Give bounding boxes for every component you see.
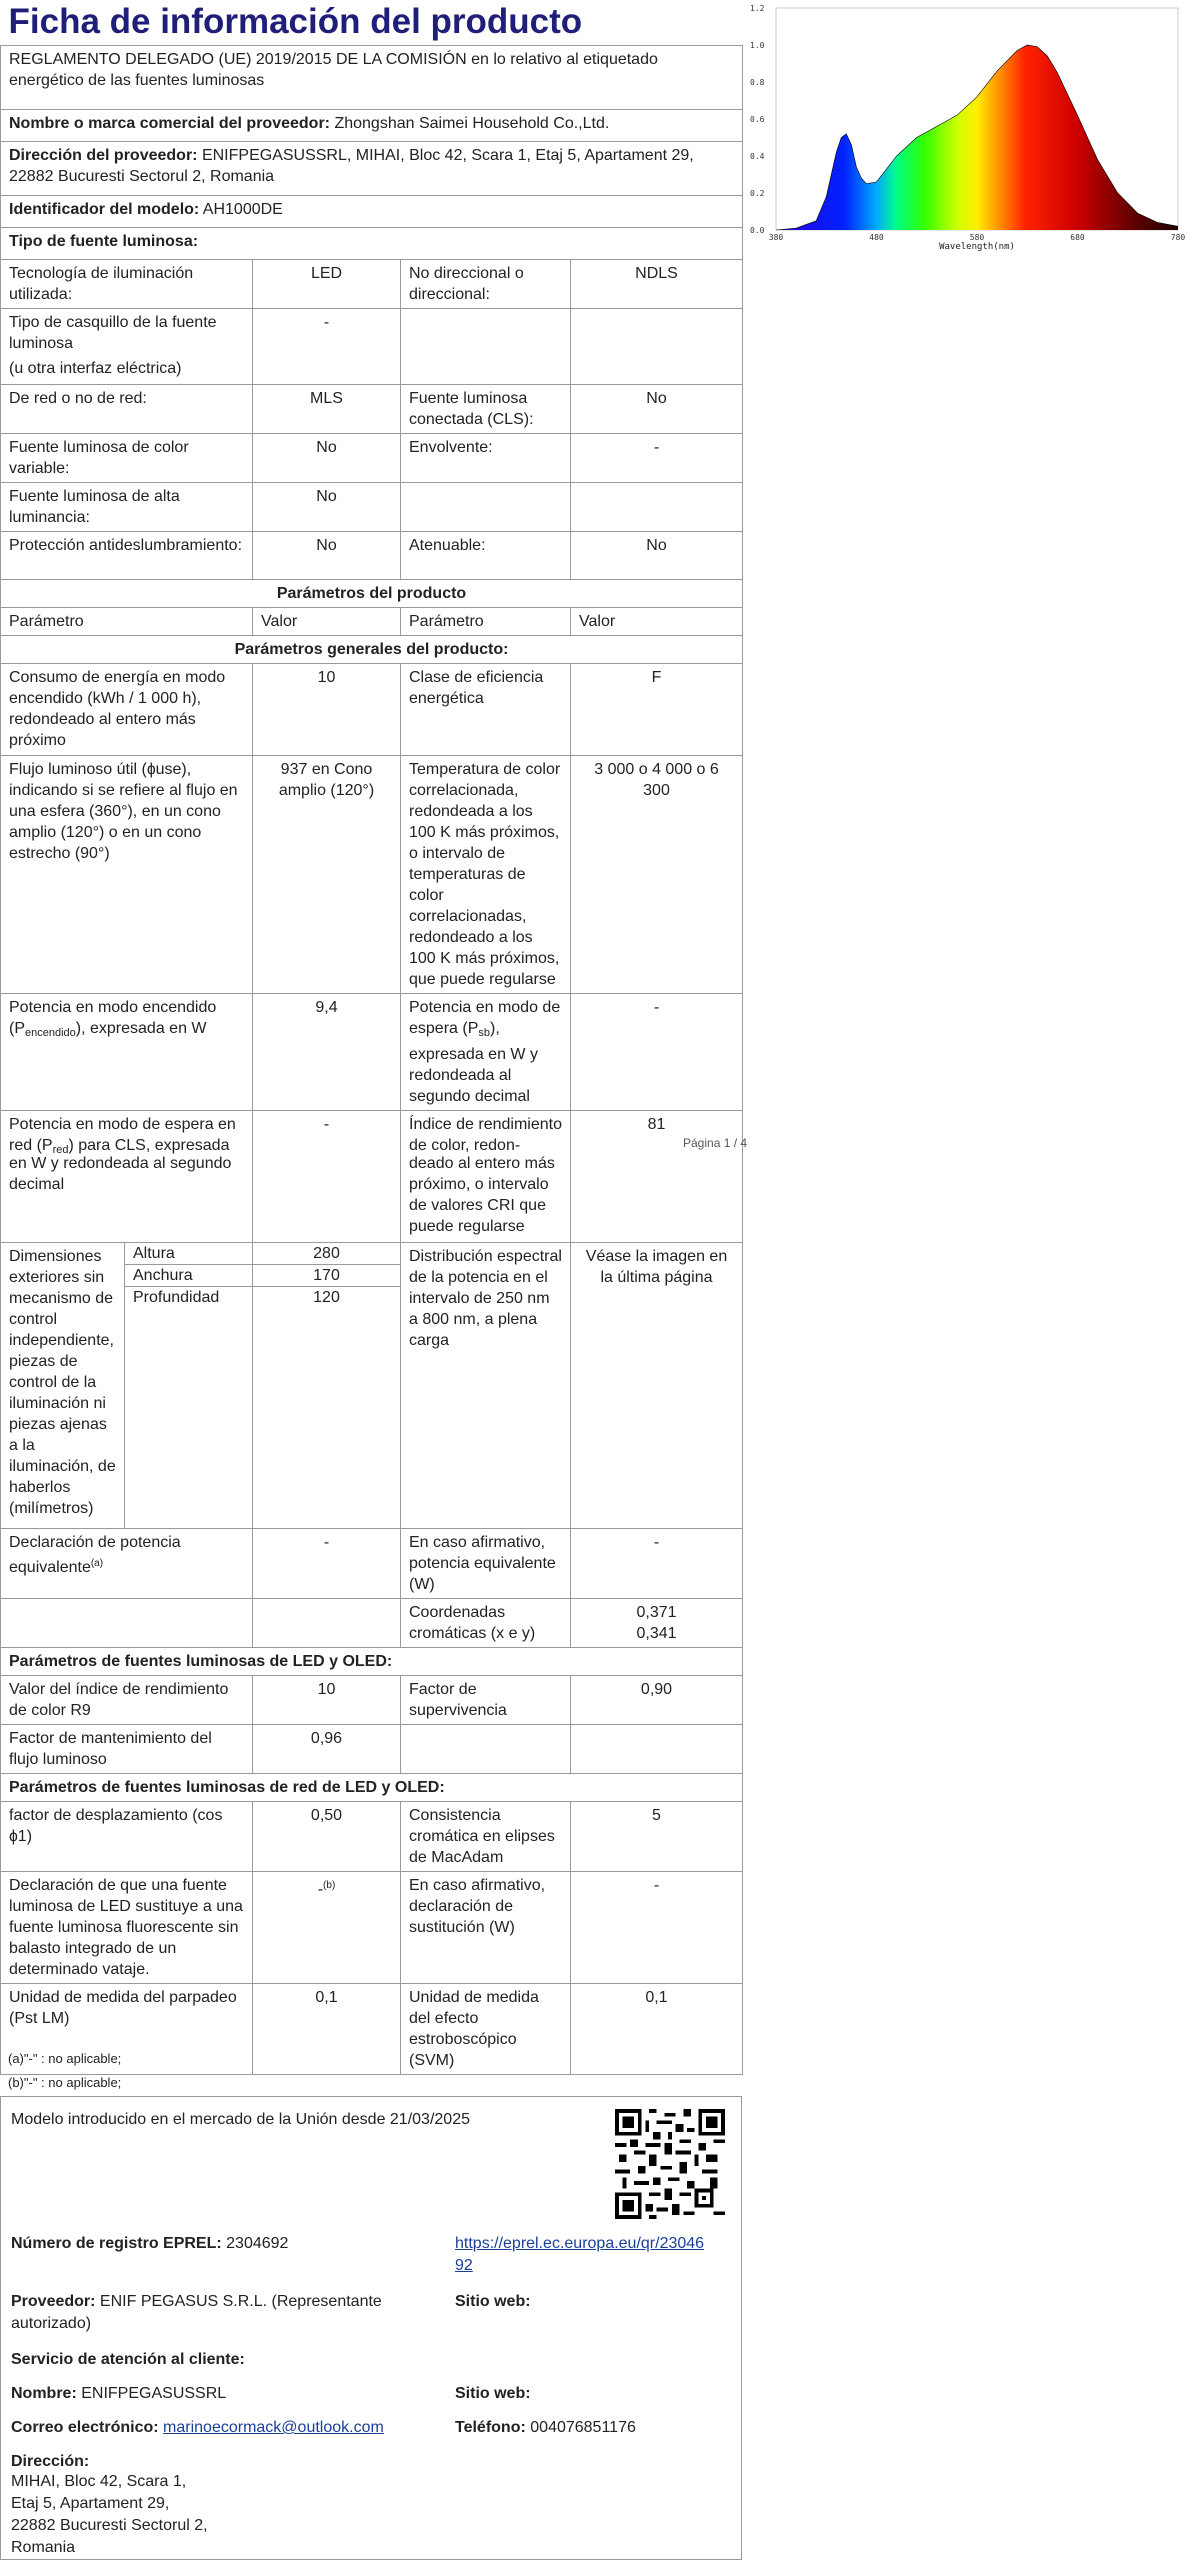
- anti-glare-value: No: [253, 532, 401, 580]
- cap-type-label: [1, 309, 253, 385]
- replacement-claim-value: [253, 1871, 401, 1983]
- address-line: Etaj 5, Apartament 29,: [11, 2495, 170, 2512]
- table-row: [1, 1150, 743, 1242]
- email-label: Correo electrónico:: [11, 2419, 159, 2436]
- equivalent-power-watts-label: En caso afirmativo, potencia equivalente (W): [401, 1528, 571, 1598]
- width-value: 170: [253, 1264, 401, 1286]
- product-sheet-page-1: [0, 0, 742, 1164]
- chromaticity-x: 0,371: [636, 1603, 677, 1621]
- standby-label: [401, 994, 571, 1111]
- cls-value: No: [571, 385, 743, 434]
- height-value: 280: [253, 1242, 401, 1264]
- table-header-row: [1, 608, 743, 636]
- footnote-b: (b)"-" : no aplicable;: [8, 2075, 122, 2090]
- col-header-value: Valor: [253, 608, 401, 636]
- efficiency-class-label: Clase de eficiencia energética: [401, 664, 571, 756]
- name-value: ENIFPEGASUSSRL: [81, 2385, 227, 2402]
- table-row: [1, 385, 743, 434]
- height-label: Altura: [125, 1242, 253, 1264]
- table-row: [1, 1528, 743, 1598]
- x-tick-label: 380: [768, 233, 784, 242]
- table-row: [1, 1598, 743, 1647]
- col-header-parameter-2: Parámetro: [401, 608, 571, 636]
- address-lines: [11, 2471, 208, 2559]
- name-label: Nombre:: [11, 2385, 77, 2402]
- eprel-value: 2304692: [226, 2235, 289, 2252]
- dimensions-label: Dimensiones exteriores sin mecanismo de control independiente, piezas de control de la iluminación ni piezas ajenas a la iluminación, de haberlos (milímetros): [1, 1242, 125, 1528]
- supplier-value: Zhongshan Saimei Household Co.,Ltd.: [334, 115, 610, 132]
- x-tick-label: 780: [1170, 233, 1186, 242]
- spectrum-area: [776, 45, 1178, 230]
- net-standby-label-post: ) para CLS, expresada: [68, 1137, 230, 1154]
- envelope-value: -: [571, 434, 743, 483]
- replacement-watts-value: -: [571, 1871, 743, 1983]
- website-label: Sitio web:: [455, 2293, 531, 2310]
- page-title: Ficha de información del producto: [8, 2, 583, 41]
- anti-glare-label: Protección antideslumbramiento:: [1, 532, 253, 580]
- flicker-value: 0,1: [253, 1983, 401, 2074]
- cap-type-label-line1: Tipo de casquillo de la fuente luminosa: [9, 314, 217, 352]
- efficiency-class-value: F: [571, 664, 743, 756]
- provider-value: ENIF PEGASUS S.R.L. (Representante autorizado): [11, 2293, 382, 2332]
- equivalent-power-label-text: Declaración de potencia equivalente: [9, 1533, 181, 1576]
- mains-value: MLS: [253, 385, 401, 434]
- color-consistency-value: 5: [571, 1801, 743, 1871]
- phone-value: 004076851176: [530, 2419, 636, 2436]
- replacement-claim-label: Declaración de que una fuente luminosa de LED sustituye a una fuente luminosa fluorescente sin balasto integrado de un determinado vataje.: [1, 1871, 253, 1983]
- address-label-footer: Dirección:: [11, 2453, 90, 2470]
- cri-label: Índice de rendimiento de color, redon-: [401, 1111, 571, 1165]
- cri-label-cont: deado al entero más próximo, o intervalo de valores CRI que puede regularse: [401, 1150, 571, 1242]
- address-line: MIHAI, Bloc 42, Scara 1,: [11, 2473, 187, 2490]
- displacement-factor-label: factor de desplazamiento (cos ɸ1): [1, 1801, 253, 1871]
- table-row: [1, 1871, 743, 1983]
- footnote-ref-a: (a): [90, 1557, 104, 1569]
- high-luminance-label: Fuente luminosa de alta luminancia:: [1, 483, 253, 532]
- net-standby-label-cont: en W y redondeada al segundo decimal: [1, 1150, 253, 1242]
- x-tick-label: 680: [1070, 233, 1085, 242]
- table-row: [1, 532, 743, 580]
- technology-label: Tecnología de iluminación utilizada:: [1, 260, 253, 309]
- energy-consumption-value: 10: [253, 664, 401, 756]
- eprel-label: Número de registro EPREL:: [11, 2235, 222, 2252]
- qr-code-icon[interactable]: [615, 2109, 725, 2219]
- customer-service-label: Servicio de atención al cliente:: [11, 2351, 245, 2368]
- y-tick-label: 1.0: [750, 41, 765, 50]
- standby-label-post: ), expresada en W y redondeada al segundo decimal: [409, 1020, 538, 1105]
- displacement-factor-value: 0,50: [253, 1801, 401, 1871]
- power-on-value: 9,4: [253, 994, 401, 1111]
- x-tick-label: 480: [869, 233, 884, 242]
- r9-label: Valor del índice de rendimiento de color R9: [1, 1675, 253, 1724]
- width-label: Anchura: [125, 1264, 253, 1286]
- lumen-maintenance-value: 0,96: [253, 1724, 401, 1773]
- eprel-info-panel: [0, 2096, 742, 2560]
- color-consistency-label: Consistencia cromática en elipses de MacAdam: [401, 1801, 571, 1871]
- table-row: [1, 1801, 743, 1871]
- y-tick-label: 0.6: [750, 115, 765, 124]
- lumen-maintenance-label: Factor de mantenimiento del flujo luminoso: [1, 1724, 253, 1773]
- address-label: Dirección del proveedor:: [9, 147, 198, 164]
- regulation-text: REGLAMENTO DELEGADO (UE) 2019/2015 DE LA COMISIÓN en lo relativo al etiquetado energético de las fuentes luminosas: [9, 51, 658, 89]
- footnote-a: (a)"-" : no aplicable;: [8, 2051, 122, 2066]
- table-row: [1, 1242, 743, 1264]
- r9-value: 10: [253, 1675, 401, 1724]
- standby-label-pre: Potencia en modo de espera (P: [409, 999, 561, 1037]
- color-temperature-value: 3 000 o 4 000 o 6 300: [571, 756, 743, 994]
- table-row: [1, 260, 743, 309]
- luminous-flux-label: Flujo luminoso útil (ɸuse), indicando si se refiere al flujo en una esfera (360°), en un cono amplio (120°) o en un cono estrecho (90°): [1, 756, 253, 994]
- phone-label: Teléfono:: [455, 2419, 526, 2436]
- cap-type-label-line2: (u otra interfaz eléctrica): [9, 360, 182, 377]
- table-row: [1, 756, 743, 994]
- spectral-distribution-label: Distribución espectral de la potencia en el intervalo de 250 nm a 800 nm, a plena carga: [401, 1242, 571, 1528]
- standby-label-sub: sb: [478, 1027, 490, 1039]
- y-tick-label: 0.2: [750, 189, 765, 198]
- table-row: [1, 994, 743, 1111]
- directional-label: No direccional o direccional:: [401, 260, 571, 309]
- spectral-distribution-chart: [748, 0, 1190, 258]
- footnote-ref-b: (b): [323, 1879, 336, 1891]
- survival-factor-value: 0,90: [571, 1675, 743, 1724]
- y-tick-label: 0.0: [750, 226, 765, 235]
- power-on-label-sub: encendido: [25, 1027, 76, 1039]
- model-value: AH1000DE: [202, 201, 283, 218]
- col-header-value-2: Valor: [571, 608, 743, 636]
- market-date: Modelo introducido en el mercado de la Unión desde 21/03/2025: [11, 2111, 470, 2128]
- table-row: [1, 1675, 743, 1724]
- high-luminance-value: No: [253, 483, 401, 532]
- table-row: [1, 664, 743, 756]
- model-label: Identificador del modelo:: [9, 201, 200, 218]
- chromaticity-label: Coordenadas cromáticas (x e y): [401, 1598, 571, 1647]
- standby-value: -: [571, 994, 743, 1111]
- flicker-label: Unidad de medida del parpadeo (Pst LM): [1, 1983, 253, 2074]
- y-tick-label: 1.2: [750, 4, 765, 13]
- email-link[interactable]: marinoecormack@outlook.com: [163, 2419, 384, 2436]
- stroboscopic-value: 0,1: [571, 1983, 743, 2074]
- power-on-label-post: ), expresada en W: [75, 1020, 207, 1037]
- stroboscopic-label: Unidad de medida del efecto estroboscópico (SVM): [401, 1983, 571, 2074]
- website-label-2: Sitio web:: [455, 2385, 531, 2402]
- table-row: [1, 309, 743, 385]
- light-source-type-heading: Tipo de fuente luminosa:: [1, 228, 743, 260]
- survival-factor-label: Factor de supervivencia: [401, 1675, 571, 1724]
- dimmable-label: Atenuable:: [401, 532, 571, 580]
- depth-label: Profundidad: [125, 1286, 253, 1308]
- cls-label: Fuente luminosa conectada (CLS):: [401, 385, 571, 434]
- x-axis-label: Wavelength(nm): [939, 242, 1015, 252]
- table-row: [1, 483, 743, 532]
- chromaticity-value: [571, 1598, 743, 1647]
- product-params-heading: Parámetros del producto: [1, 580, 743, 608]
- general-params-heading: Parámetros generales del producto:: [1, 636, 743, 664]
- spectral-distribution-value: Véase la imagen en la última página: [571, 1242, 743, 1528]
- x-tick-label: 580: [969, 233, 985, 242]
- table-row: [1, 434, 743, 483]
- footnotes: [8, 2047, 121, 2095]
- net-standby-value: -: [253, 1111, 401, 1165]
- directional-value: NDLS: [571, 260, 743, 309]
- eprel-link[interactable]: https://eprel.ec.europa.eu/qr/2304692: [455, 2235, 705, 2274]
- y-tick-label: 0.4: [750, 152, 765, 161]
- equivalent-power-value: -: [253, 1528, 401, 1598]
- cri-value: 81: [571, 1111, 743, 1165]
- chromaticity-y: 0,341: [636, 1624, 677, 1642]
- luminous-flux-value: 937 en Cono amplio (120°): [253, 756, 401, 994]
- dimmable-value: No: [571, 532, 743, 580]
- color-tunable-label: Fuente luminosa de color variable:: [1, 434, 253, 483]
- energy-consumption-label: Consumo de energía en modo encendido (kWh / 1 000 h), redondeado al entero más próximo: [1, 664, 253, 756]
- y-tick-label: 0.8: [750, 78, 765, 87]
- address-value: ENIFPEGASUSSRL, MIHAI, Bloc 42, Scara 1, Etaj 5, Apartament 29, 22882 Bucuresti Sectorul 2, Romania: [9, 147, 694, 185]
- provider-label: Proveedor:: [11, 2293, 96, 2310]
- power-on-label-pre: Potencia en modo encendido (P: [9, 999, 217, 1037]
- page-number: Página 1 / 4: [683, 1136, 748, 1150]
- address-line: 22882 Bucuresti Sectorul 2,: [11, 2517, 208, 2534]
- color-temperature-label: Temperatura de color correlacionada, redondeada a los 100 K más próximos, o intervalo de temperaturas de color correlacionadas, redondeado a los 100 K más próximos, que puede regularse: [401, 756, 571, 994]
- table-row: [1, 1724, 743, 1773]
- led-oled-heading: Parámetros de fuentes luminosas de LED y OLED:: [1, 1647, 743, 1675]
- power-on-label: [1, 994, 253, 1111]
- color-tunable-value: No: [253, 434, 401, 483]
- led-mains-heading: Parámetros de fuentes luminosas de red de LED y OLED:: [1, 1773, 743, 1801]
- col-header-parameter: Parámetro: [1, 608, 253, 636]
- depth-value: 120: [253, 1286, 401, 1308]
- envelope-label: Envolvente:: [401, 434, 571, 483]
- mains-label: De red o no de red:: [1, 385, 253, 434]
- equivalent-power-watts-value: -: [571, 1528, 743, 1598]
- net-standby-label-pre: Potencia en modo de espera en red (P: [9, 1116, 236, 1154]
- product-sheet-page-2: [0, 1150, 742, 2075]
- technology-value: LED: [253, 260, 401, 309]
- net-standby-label-sub: red: [52, 1144, 69, 1156]
- cap-type-value: -: [253, 309, 401, 385]
- address-line: Romania: [11, 2539, 76, 2556]
- replacement-claim-dash: -: [317, 1880, 324, 1898]
- replacement-watts-label: En caso afirmativo, declaración de sustitución (W): [401, 1871, 571, 1983]
- equivalent-power-label: [1, 1528, 253, 1598]
- supplier-label: Nombre o marca comercial del proveedor:: [9, 115, 330, 132]
